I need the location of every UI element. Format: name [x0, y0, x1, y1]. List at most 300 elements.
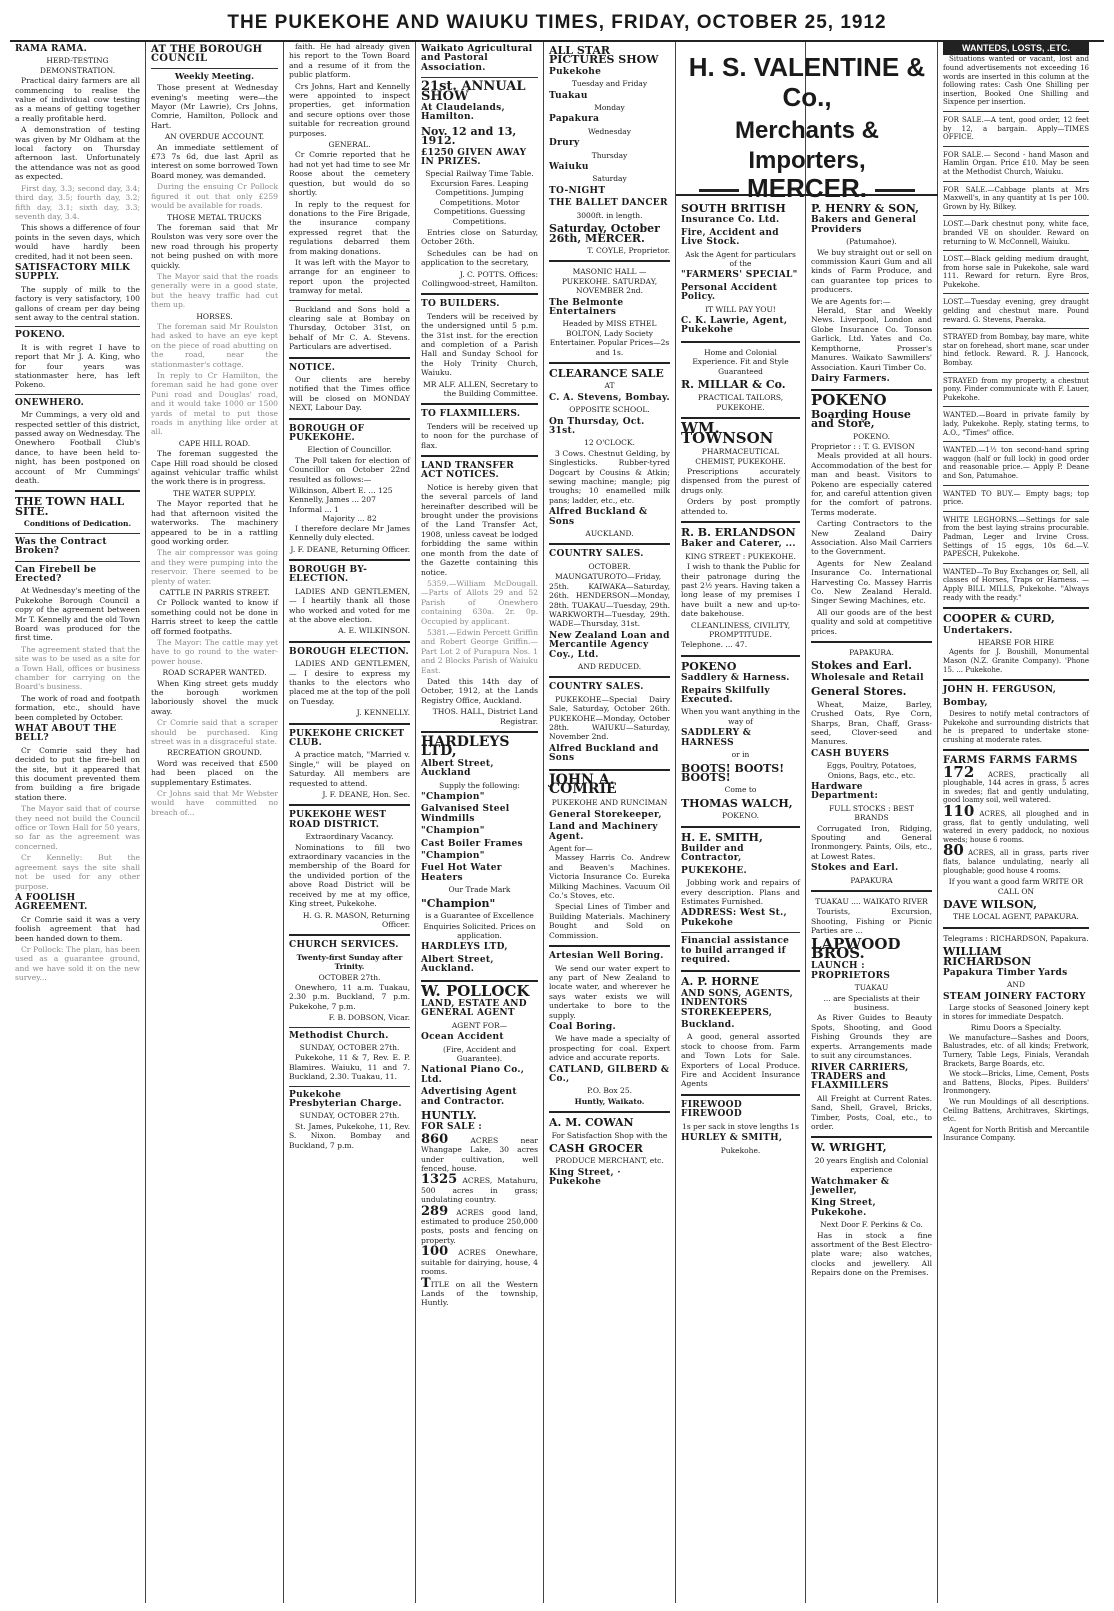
divider — [289, 357, 410, 359]
agent: C. K. Lawrie, Agent, Pukekohe — [681, 316, 788, 336]
text: HEARSE FOR HIRE — [977, 637, 1055, 647]
text: (Patumahoe). — [846, 237, 897, 247]
sale-date: On Thursday, Oct. 31st. — [549, 416, 645, 436]
heading-country-sales: COUNTRY SALES. — [549, 549, 644, 560]
article-text: Those present at Wednesday evening's meeting were—the Mayor (Mr Lawrie), Crs Johns, Comrie, Hamilton, Pollock and Hart. — [151, 83, 278, 130]
product: Fuel Hot Water Heaters — [421, 863, 502, 883]
subheading: Undertakers. — [943, 625, 1013, 636]
heading-annual-show: 21st. ANNUAL SHOW — [421, 79, 526, 104]
divider — [289, 723, 410, 725]
article-text: A practice match, "Married v. Single," will be played on Saturday. All members are requested to attend. — [289, 750, 410, 788]
text: AUCKLAND. — [585, 529, 634, 539]
classified-ad: WANTED.—Board in private family by lady, Pukekohe. Reply, stating terms, to A.O., "Times" office. — [943, 411, 1089, 437]
notice-text: Our clients are hereby notified that the Times office will be closed on MONDAY NEXT, Labour Day. — [289, 375, 410, 413]
text: Pukekohe. — [720, 1145, 761, 1155]
heading-west-road-district: PUKEKOHE WEST ROAD DISTRICT. — [289, 810, 387, 830]
subheading: Extraordinary Vacancy. — [305, 832, 394, 842]
heading-millar: R. MILLAR & Co. — [681, 378, 786, 392]
film-title: THE BALLET DANCER — [549, 198, 668, 209]
sale-text: ITLE on all the Western Lands of the township, Huntly. — [421, 1279, 538, 1308]
tonight: TO-NIGHT — [549, 185, 606, 196]
article-text: Onewhero, 11 a.m. Tuakau, 2.30 p.m. Buckland, 7 p.m. Pukekohe, 7 p.m. — [289, 982, 410, 1011]
divider — [681, 655, 800, 657]
sale-text: ACRES, Matahuru, 500 acres in grass; undulating country. — [421, 1176, 538, 1205]
divider — [943, 215, 1089, 216]
acreage: 172 — [943, 762, 975, 781]
article-text: The Mayor reported that he had that afternoon visited the waterworks. The machinery appeared to be in a rattling good working order. — [151, 499, 278, 546]
text: SADDLERY & HARNESS — [681, 728, 752, 748]
divider — [289, 559, 410, 561]
article-text: Meals provided at all hours. Accommodation of the best for man and beast. Visitors to Pokeno are especially catered for, and careful attention given for the comfort of patrons. Terms moderate. — [811, 451, 932, 517]
article-text: Agents for J. Boushill, Monumental Mason (N.Z. Granite Company). 'Phone 15. ... Pukekohe. — [943, 648, 1089, 674]
divider — [943, 293, 1089, 294]
text: 1s per sack in stove lengths 1s — [682, 1121, 799, 1131]
article-text: Cr Kennelly: But the agreement says the site shall not be used for any other purpose. — [15, 853, 140, 891]
divider — [15, 561, 140, 562]
day: Monday — [594, 103, 625, 113]
article-text: In reply to the request for donations to the Fire Brigade, the insurance company expressed regret that the regulations debarred them from making donations. — [289, 199, 410, 256]
text: Our Trade Mark — [448, 885, 511, 895]
text: Telegrams : RICHARDSON, Papakura. — [943, 933, 1089, 943]
divider — [811, 890, 932, 892]
signature: J. C. POTTS. Offices: Collingwood-street, Hamilton. — [421, 269, 538, 288]
divider — [943, 511, 1089, 512]
text: AND REDUCED. — [577, 661, 642, 671]
classified-ad: FOR SALE.— Second - hand Mason and Hamlin Organ. Price £10. May be seen at the Methodist Church, Waiuku. — [943, 150, 1089, 176]
classified-ad: WANTED TO BUY.— Empty bags; top price. — [943, 489, 1089, 507]
text: TUAKAU — [854, 983, 889, 993]
article-text: The supply of milk to the factory is very satisfactory, 100 gallons of cream per day being sent away to the central station. — [15, 284, 140, 322]
article-text: We have made a specialty of prospecting for coal. Expert advice and accurate reports. — [549, 1034, 670, 1063]
heading-land-transfer: LAND TRANSFER ACT NOTICES. — [421, 461, 514, 481]
article-text: Word was received that £500 had been placed on the supplementary Estimates. — [151, 758, 278, 787]
article-text: Large stocks of Seasoned Joinery kept in stores for immediate Despatch. — [943, 1004, 1089, 1021]
article-text: The air compressor was going and they were pumping into the reservoir. There seemed to be plenty of water. — [151, 548, 278, 586]
subheading: PUKEKOHE. — [681, 865, 747, 876]
classified-ad: FOR SALE.—Cabbage plants at Mrs Maxwell's, in any quantity at 1s per 100. Grown by Hy. Bilkey. — [943, 185, 1089, 211]
text: Come to — [724, 785, 757, 795]
trade: Land and Machinery Agent. — [549, 822, 658, 842]
text: PUKEKOHE. — [716, 402, 765, 412]
subheading: CASH BUYERS — [811, 748, 890, 759]
subheading: Conditions of Dedication. — [23, 519, 132, 529]
sale-text: ACRES near Whangape Lake, 30 acres under cultivation, well fenced, house. — [421, 1135, 538, 1174]
subheading: HERD-TESTING DEMONSTRATION. — [39, 56, 116, 75]
policy: "FARMERS' SPECIAL" — [681, 270, 798, 281]
signature: J. KENNELLY. — [356, 708, 410, 718]
divider — [943, 406, 1089, 407]
article-text: 5381.—Edwin Percett Griffin and Robert George Griffin.—Part Lot 2 of Purapura Nos. 1 and 2 Blocks Parish of Waiuku East. — [421, 627, 538, 675]
article-text: Carting Contractors to the New Zealand Dairy Association. Also Mail Carriers to the Government. — [811, 519, 932, 557]
subheading: GENERAL. — [328, 140, 371, 150]
sale-name: C. A. Stevens, Bombay. — [549, 392, 670, 403]
article-text: We stock—Bricks, Lime, Cement, Posts and Battens, Blocks, Pipes. Builders' Ironmongery. — [943, 1070, 1089, 1096]
show-date: Saturday, October 26th, MERCER. — [549, 222, 660, 245]
divider — [15, 490, 140, 492]
text: MASONIC HALL — PUKEKOHE. SATURDAY, NOVEMBER 2nd. — [561, 267, 658, 296]
acreage: 110 — [943, 802, 975, 821]
article-text: 5359.—William McDougall.—Parts of Allots 29 and 52 Parish of Onewhero containing 630a. 2r. 0p. Occupied by applicant. — [421, 578, 538, 626]
article-text: Cr Comrie said that a scraper should be purchased. King street was in a disgraceful state. — [151, 718, 278, 747]
divider — [15, 326, 140, 327]
article-text: It was left with the Mayor to arrange for an engineer to report upon the projected tramway for metal. — [289, 257, 410, 296]
text: Headed by MISS ETHEL BOLTON, Lady Society Entertainer. Popular Prices—2s and 1s. — [549, 319, 670, 357]
divider — [681, 521, 800, 523]
subheading: Wholesale and Retail — [811, 672, 924, 683]
acreage: 1325 — [421, 1172, 458, 1188]
heading-henry: P. HENRY & SON, — [811, 202, 919, 215]
column-8 — [938, 42, 1094, 1603]
subheading: AND SONS, AGENTS, INDENTORS STOREKEEPERS, — [681, 988, 794, 1018]
sale-item — [421, 1275, 538, 1308]
subheading: HORSES. — [196, 311, 233, 321]
valentine-trade: Merchants & Importers, — [734, 117, 880, 174]
heading-by-election: BOROUGH BY-ELECTION. — [289, 564, 368, 585]
divider — [943, 563, 1089, 564]
town: Tuakau — [549, 90, 588, 101]
heading-to-builders: TO BUILDERS. — [421, 299, 500, 310]
divider — [943, 146, 1089, 147]
article-text: PUKEKOHE—Special Dairy Sale, Saturday, October 26th. PUKEKOHE—Monday, October 28th. WAIUKU—Saturday, November 2nd. — [549, 694, 670, 742]
divider — [811, 1136, 932, 1138]
subheading: THE WATER SUPPLY. — [173, 488, 256, 498]
divider — [943, 111, 1089, 112]
acreage: 289 — [421, 1203, 449, 1219]
valentine-name: H. S. VALENTINE & Co., — [688, 52, 926, 112]
article-text: The foreman said Mr Roulston had asked to have an eye kept on the piece of road abutting on the road, near the stationmaster's cottage. — [151, 321, 278, 369]
article-text: Massey Harris Co. Andrew and Beaven's Machines. Victoria Insurance Co. Eureka Milking Machines. Vacuum Oil Co.'s Stoves, etc. — [549, 853, 670, 901]
drop-cap: T — [421, 1275, 431, 1291]
divider — [289, 641, 410, 643]
heading: SATISFACTORY MILK SUPPLY. — [15, 262, 131, 283]
heading-town-hall-site: THE TOWN HALL SITE. — [15, 495, 125, 518]
classified-ad: STRAYED from Bombay, bay mare, white star on forehead, short mane, scar under hind fetlock. Reward. R. J. Hancock, Bombay. — [943, 333, 1090, 368]
show-dates: Nov. 12 and 13, 1912. — [421, 124, 517, 148]
column-7 — [806, 42, 938, 1603]
article-text: As River Guides to Beauty Spots, Shooting, and Good Fishing Grounds they are experts. Arrangements made to suit any circumstances. — [811, 1013, 932, 1061]
valentine-town-text: MERCER. — [747, 173, 867, 203]
day: Saturday — [592, 174, 627, 184]
article-text: Mr Cummings, a very old and respected settler of this district, passed away on Wednesday. The Onewhero Football Club's dance, to have been held to-night, has been postponed on account of Mr Cummings' death. — [15, 410, 140, 486]
subheading: Twenty-first Sunday after Trinity. — [296, 952, 403, 972]
farm-listing — [943, 841, 1089, 875]
firm: CATLAND, GILBERD & Co., — [549, 1064, 670, 1084]
article-text: When King street gets muddy the borough workmen laboriously shovel the muck away. — [151, 678, 278, 716]
subheading: Buckland. — [681, 1020, 735, 1031]
text: When you want anything in the way of — [681, 707, 800, 726]
subheading: ROAD SCRAPER WANTED. — [162, 668, 267, 678]
article-text: First day, 3.3; second day, 3.4; third day, 3.5; fourth day, 3.2; fifth day, 3.1; sixth day, 3.3; seventh day, 3.4. — [15, 183, 140, 221]
heading-stokes-earl: Stokes and Earl. — [811, 659, 912, 673]
article-text: Jobbing work and repairs of every description. Plans and Estimates Furnished. — [681, 878, 800, 906]
firm: New Zealand Loan and Mercantile Agency Coy., Ltd. — [549, 630, 670, 660]
subheading: CATTLE IN PARRIS STREET. — [159, 587, 270, 597]
article-text: Orders by post promptly attended to. — [681, 497, 800, 516]
article-text: Special Lines of Timber and Building Materials. Machinery Bought and Sold on Commission. — [549, 902, 670, 940]
heading-pollock: W. POLLOCK — [421, 981, 530, 1000]
heading-cowan: A. M. COWAN — [549, 1116, 634, 1130]
heading-borough-of-pukekohe: BOROUGH OF PUKEKOHE. — [289, 423, 365, 444]
subheading: CAPE HILL ROAD. — [178, 438, 251, 448]
signature: MR ALF. ALLEN, Secretary to the Building Committee. — [422, 379, 538, 398]
article-text: I wish to thank the Public for their patronage during the past 2½ years. Having taken a long lease of my premises I have built a new and up-to-date bakehouse. — [681, 562, 800, 619]
heading-erlandson: R. B. ERLANDSON — [681, 525, 796, 539]
article-text: Agents for New Zealand Insurance Co. International Harvesting Co. Massey Harris Co. New Zealand Herald. Singer Sewing Machines, etc. — [811, 558, 932, 606]
heading-country-sales: COUNTRY SALES. — [549, 682, 644, 693]
divider — [289, 300, 410, 301]
article-text: Nominations to fill two extraordinary vacancies in the membership of the Board for the undivided portion of the above Road District will be received by me at my office, King street, Pukekohe. — [289, 842, 410, 909]
subheading: Fire, Accident and Live Stock. — [681, 227, 779, 248]
article-text: Entries close on Saturday, October 26th. — [421, 227, 538, 247]
boots: BOOTS! BOOTS! BOOTS! — [681, 761, 785, 784]
divider — [681, 1094, 800, 1096]
article-text: LADIES AND GENTLEMEN,— I heartily thank all those who worked and voted for me at the above election. — [289, 586, 410, 624]
farm-text: ACRES, practically all ploughable, 144 acres in grass, 5 acres in swedes; flat and gently undulating, good loamy soil, well watered. — [943, 770, 1089, 805]
classified-ad: LOST.—Dark chestnut pony, white face, branded VE on shoulder. Reward on returning to W. McConnell, Waiuku. — [943, 220, 1089, 246]
text: POKENO. — [722, 811, 759, 821]
acreage: 80 — [943, 841, 964, 860]
hardleys-address: Albert Street, Auckland. — [421, 954, 494, 975]
article-text: The work of road and footpath formation, etc., should have been completed by October. — [15, 693, 140, 722]
poll-majority: Majority ... 82 — [322, 514, 377, 524]
day: Tuesday and Friday — [571, 79, 648, 89]
article-text: The foreman said that Mr Roulston was very sore over the new road through his property not being pushed on with more quickly. — [151, 222, 278, 270]
show-prizes: £1250 GIVEN AWAY IN PRIZES. — [421, 147, 527, 168]
classified-ad: FOR SALE.—A tent, good order, 12 feet by 12, a bargain. Apply—TIMES OFFICE. — [943, 115, 1089, 142]
address: King Street, · Pukekohe — [549, 1167, 621, 1188]
divider — [681, 826, 800, 828]
divider — [289, 1027, 410, 1028]
sale-item — [421, 1172, 538, 1205]
signature: A. E. WILKINSON. — [338, 626, 410, 636]
divider — [943, 749, 1089, 751]
dash-left — [699, 189, 739, 192]
article-text: Tenders will be received up to noon for the purchase of flax. — [421, 421, 538, 450]
text: KING STREET : PUKEKOHE. — [685, 551, 796, 561]
article-text: The Mayor said that of course they need not build the Council office or Town Hall for 50 years, so far as the agreement was concerned. — [15, 804, 140, 851]
signature: F. B. DOBSON, Vicar. — [328, 1013, 410, 1023]
heading-farms: FARMS FARMS FARMS — [943, 755, 1078, 767]
heading: Can Firebell be Erected? — [15, 564, 97, 584]
divider — [289, 804, 410, 806]
sale-item — [421, 1244, 538, 1277]
column-3 — [284, 42, 416, 1603]
classified-ad: WANTED.—1½ ton second-hand spring waggon (half or full lock) in good order and reasonable price.— Apply P. Deane and Son, Patumahoe. — [943, 446, 1089, 480]
farm-listing — [943, 762, 1089, 805]
heading-notice: NOTICE. — [289, 362, 336, 373]
column-5 — [544, 42, 676, 1603]
heading-horne: A. P. HORNE — [681, 975, 759, 989]
trade-mark: "Champion" — [421, 896, 496, 910]
article-text: Desires to notify metal contractors of Pukekohe and surrounding districts that he is prepared to undertake stone-crushing at moderate rates. — [943, 709, 1089, 744]
article-text: Cr Comrie said they had decided to put the fire-bell on the site, but it appeared that this document prevented them from building a fire brigade station there. — [15, 745, 140, 802]
heading-lapwood: LAPWOOD BROS. — [811, 934, 901, 963]
sale-text: ACRES good land, estimated to produce 250,000 posts, posts and fencing on property. — [421, 1207, 538, 1245]
subheading: Boarding House and Store, — [811, 407, 911, 431]
text: PHARMACEUTICAL CHEMIST, PUKEKOHE. — [695, 447, 786, 466]
article-text: Prescriptions accurately dispensed from the purest of drugs only. — [681, 466, 800, 495]
heading-wanteds: WANTEDS, LOSTS, .ETC. — [943, 42, 1089, 55]
address: ADDRESS: West St., Pukekohe — [681, 908, 787, 928]
text: THE LOCAL AGENT, PAPAKURA. — [953, 912, 1079, 922]
divider — [549, 676, 670, 678]
day: Wednesday — [588, 126, 631, 136]
day: Thursday — [591, 150, 628, 160]
trade: General Storekeeper, — [549, 809, 662, 820]
sale-item — [421, 1131, 538, 1174]
classified-ad: WHITE LEGHORNS.—Settings for sale from the best laying strains procurable. Padman, Leger and Irvine Cross. Settings of 15 eggs, 10s 6d.—V. PAPESCH, Pukekohe. — [943, 515, 1089, 559]
heading-to-flaxmillers: TO FLAXMILLERS. — [421, 409, 521, 420]
poll-result: Wilkinson, Albert E. ... 125 — [289, 486, 393, 496]
text: Home and Colonial Experience. Fit and Style Guaranteed — [692, 347, 789, 376]
valentine-town — [680, 173, 934, 203]
divider — [943, 250, 1089, 251]
text: PRODUCE MERCHANT, etc. — [555, 1156, 664, 1166]
article-text: 3 Cows. Chestnut Gelding, by Singlesticks. Rubber-tyred Dogcart by Cousins & Atkin; sewing machine; mangle; pig troughs; 10 enamelled milk pans; ladder, etc., etc. — [549, 448, 670, 505]
text: OPPOSITE SCHOOL. — [569, 405, 650, 415]
subheading: AN OVERDUE ACCOUNT. — [164, 132, 265, 142]
town: Pukekohe — [549, 66, 602, 77]
signature: J. F. DEANE, Hon. Sec. — [322, 790, 410, 800]
divider — [549, 1111, 670, 1113]
heading-artesian: Artesian Well Boring. — [549, 951, 664, 962]
signature: T. COYLE, Proprietor. — [587, 245, 670, 255]
divider — [289, 418, 410, 420]
article-text: The Poll taken for election of Councillor on October 22nd resulted as follows:— — [289, 455, 410, 484]
heading: A FOOLISH AGREEMENT. — [15, 892, 88, 913]
article-text: An immediate settlement of £73 7s 6d, due last April as interest on some borrowed Town Board money, was demanded. — [151, 142, 278, 180]
text: FULL STOCKS : BEST BRANDS — [828, 803, 915, 823]
product: "Champion" — [421, 851, 485, 862]
date: OCTOBER 27th. — [318, 972, 381, 982]
subheading: Baker and Caterer, ... — [681, 539, 796, 550]
text: or in — [731, 750, 750, 760]
date: SUNDAY, OCTOBER 27th. — [299, 1042, 400, 1052]
signature: THOS. HALL, District Land Registrar. — [432, 707, 538, 726]
acreage: 100 — [421, 1244, 449, 1260]
article-text: All Freight at Current Rates. Sand, Shell, Gravel, Bricks, Timber, Posts, Coal, etc., to order. — [811, 1093, 932, 1131]
text: If you want a good farm WRITE OR CALL ON — [948, 877, 1084, 896]
article-text: Agent for North British and Mercantile Insurance Company. — [943, 1125, 1089, 1143]
text: Next Door F. Perkins & Co. — [820, 1220, 923, 1230]
heading-church-services: CHURCH SERVICES. — [289, 940, 399, 951]
subheading: STEAM JOINERY FACTORY — [943, 991, 1086, 1002]
heading-onewhero: ONEWHERO. — [15, 397, 85, 408]
auctioneer: Alfred Buckland & Sons — [549, 507, 648, 527]
town: Waiuku — [549, 162, 589, 173]
divider — [289, 934, 410, 936]
article-text: All our goods are of the best quality and sold at competitive prices. — [811, 607, 932, 636]
text: PUKEKOHE AND RUNCIMAN — [551, 798, 668, 808]
article-text: MAUNGATUROTO—Friday, 25th. KAIWAKA—Saturday, 26th. HENDERSON—Monday, 28th. TUAKAU—Tuesday, 29th. WARKWORTH—Tuesday, 29th. WADE—Thursday, 31st. — [549, 572, 670, 629]
firm: HURLEY & SMITH, — [681, 1133, 783, 1144]
town: Drury — [549, 138, 580, 149]
heading-cooper-curd: COOPER & CURD, — [943, 612, 1055, 626]
text: is a Guarantee of Excellence — [425, 911, 534, 921]
divider — [681, 341, 800, 343]
address: King Street, Pukekohe. — [811, 1198, 876, 1218]
text: Agent for— — [549, 844, 593, 854]
subheading: Repairs Skilfully Executed. — [681, 685, 770, 706]
subheading: Bombay, — [943, 697, 988, 708]
text: PAPAKURA. — [849, 648, 894, 658]
heading-all-star-pictures: ALL STAR PICTURES SHOW — [549, 44, 659, 67]
poll-result: Kennelly, James ... 207 — [289, 495, 376, 505]
column-1 — [10, 42, 146, 1603]
heading-pokeno-boarding: POKENO — [811, 391, 887, 410]
masthead: THE PUKEKOHE AND WAIUKU TIMES, FRIDAY, OCTOBER 25, 1912 — [10, 8, 1104, 42]
text: TUAKAU .... WAIKATO RIVER — [815, 897, 928, 906]
column-4 — [416, 42, 544, 1603]
article-text: It is with regret I have to report that Mr J. A. King, who for four years was stationmaster here, has left Pokeno. — [15, 342, 140, 390]
text: (Fire, Accident and Guarantee). — [442, 1044, 517, 1063]
subheading: Bakers and General Providers — [811, 215, 917, 235]
text: AT — [604, 381, 615, 391]
article-text: Cr Johns said that Mr Webster would have committed no breach of... — [151, 789, 278, 817]
product: Cast Boiler Frames — [421, 838, 523, 849]
text: PRACTICAL TAILORS, — [697, 392, 784, 402]
text: Enquiries Solicited. Prices on application. — [423, 921, 536, 940]
columns — [10, 42, 1104, 1603]
divider — [421, 403, 538, 405]
heading-belmonte: The Belmonte Entertainers — [549, 297, 624, 317]
article-text: Schedules can be had on application to the secretary, — [421, 248, 538, 268]
farm-text: ACRES, all in grass, parts river flats, balance undulating, nearly all ploughable; good house 4 rooms. — [943, 849, 1089, 875]
divider — [681, 970, 800, 972]
article-text: LADIES AND GENTLEMEN,— I desire to express my thanks to the electors who placed me at the top of the poll on Tuesday. — [289, 659, 410, 706]
acreage: 860 — [421, 1131, 449, 1147]
divider — [681, 932, 800, 933]
article-text: Has in stock a fine assortment of the Best Electro-plate ware; also watches, clocks and jewellery. All Repairs done on the Premises. — [811, 1230, 932, 1278]
article-text: In reply to Cr Hamilton, the foreman said he had gone over Puni road and Douglas' road, and it would take 1000 or 1500 yards of metal to put those roads in anything like order at all. — [151, 371, 278, 437]
article-text: Tenders will be received by the undersigned until 5 p.m. the 31st inst. for the erection and completion of a Parish Hall and Sunday School for the Holy Trinity Church, Waiuku. — [421, 311, 538, 378]
subheading: Election of Councillor. — [307, 445, 392, 455]
divider — [549, 260, 670, 262]
article-text: Practical dairy farmers are all commencing to realise the value of individual cow testing as a means of getting together a really profitable herd. — [15, 76, 140, 123]
article-text: Tourists, Excursion, Shooting, Fishing or Picnic Parties are ... — [811, 907, 932, 936]
article-text: The agreement stated that the site was to be used as a site for a Town Hall, offices or business chamber for carrying on the Board's business. — [15, 644, 140, 692]
article-text: A demonstration of testing was given by Mr Oldham at the local factory on Thursday afternoon last. Unfortunately the attendance was not as good as expected. — [15, 125, 140, 182]
agency: National Piano Co., Ltd. — [421, 1065, 525, 1085]
article-text: Corrugated Iron, Ridging, Spouting and General Ironmongery. Paints, Oils, etc., at Lowest Rates. — [811, 823, 932, 861]
subheading: Builder and Contractor, — [681, 843, 744, 864]
text: Supply the following: — [439, 780, 520, 790]
farm-text: ACRES, all ploughed and in grass, flat to gently undulating, well watered in every paddock, no noxious weeds; house 6 rooms. — [943, 810, 1089, 844]
cash-grocer: CASH GROCER — [549, 1142, 643, 1155]
show-place: At Claudelands, Hamilton. — [421, 103, 505, 123]
subheading: Insurance Co. Ltd. — [681, 215, 780, 226]
text: 20 years English and Colonial experience — [814, 1155, 929, 1175]
subheading: Hardware Department: — [811, 781, 879, 802]
valentine-advert — [676, 42, 938, 203]
text: PAPAKURA — [850, 875, 893, 885]
subheading: General Stores. — [811, 685, 907, 699]
article-text: Cr Comrie said it was a very foolish agreement that had been handed down to them. — [15, 914, 140, 943]
pollock-subtitle: LAND, ESTATE AND GENERAL AGENT — [421, 998, 527, 1019]
article-text: We buy straight out or sell on commission Kauri Gum and all kinds of Farm Produce, and can guarantee top prices to producers. — [811, 247, 932, 295]
article-text: Situations wanted or vacant, lost and found advertisements not exceeding 16 words are inserted in this column at the following rates: Cash One Shilling per insertion, Booked One Shilling and Sixpence per insertion. — [943, 55, 1089, 107]
heading-cricket-club: PUKEKOHE CRICKET CLUB. — [289, 728, 405, 748]
heading-clearance-sale: CLEARANCE SALE — [549, 366, 664, 380]
divider — [811, 641, 932, 643]
heading-borough-council: AT THE BOROUGH COUNCIL — [151, 44, 263, 65]
article-text: We manufacture—Sashes and Doors, Balustrades, etc. of all kinds; Fretwork, Turnery, Table Legs, Finials, Verandah Brackets, Barge Boards, etc. — [943, 1033, 1089, 1068]
signature: H. G. R. MASON, Returning Officer. — [302, 910, 410, 929]
walch-name: THOMAS WALCH, — [681, 796, 793, 810]
classified-ad: LOST.—Black gelding medium draught, from horse sale in Pukekohe, sale ward 111. Reward for return. Eyre Bros, Pukekohe. — [943, 255, 1089, 289]
town: HUNTLY. — [421, 1109, 477, 1122]
heading-firewood: FIREWOOD FIREWOOD — [681, 1099, 742, 1120]
